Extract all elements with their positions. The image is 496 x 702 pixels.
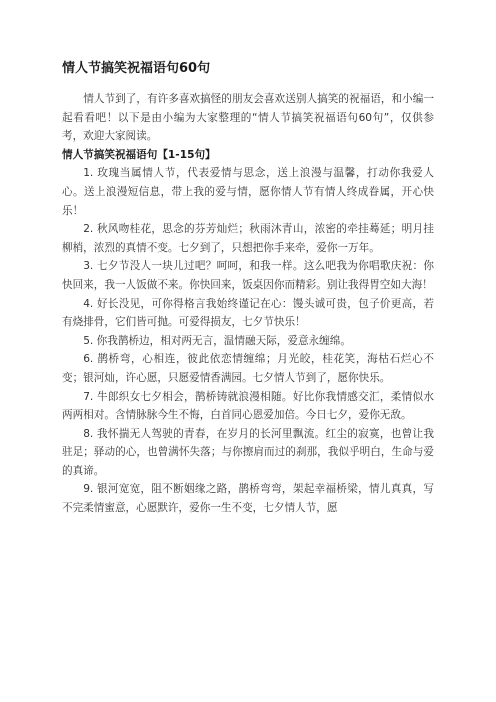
blessing-item-2: 2. 秋风吻桂花，思念的芬芳灿烂；秋雨沐青山，浓密的牵挂蓦延；明月挂柳梢，浓烈的真情不变。七夕到了，只想把你手来牵，爱你一万年。 (62, 223, 434, 254)
blessing-item-9: 9. 银河宽宽，阻不断姻缘之路，鹊桥弯弯，架起幸福桥梁，情儿真真，写不完柔情蜜意，心愿默许，爱你一生不变，七夕情人节，愿 (62, 483, 434, 515)
blessing-item-4: 4. 好长没见，可你得格言我始终谨记在心：馒头诚可贵，包子价更高，若有烧排骨，它们皆可抛。可爱得损友，七夕节快乐！ (62, 297, 434, 329)
blessing-item-6: 6. 鹊桥弯，心相连，彼此依恋情缠绵；月光皎，桂花笑，海枯石烂心不变；银河灿，许心愿，只愿爱情香满园。七夕情人节到了，愿你快乐。 (62, 353, 434, 384)
blessing-item-5: 5. 你我鹊桥边，相对两无言，温情融天际，爱意永缠绵。 (83, 334, 351, 347)
intro-paragraph: 情人节到了，有许多喜欢搞怪的朋友会喜欢送别人搞笑的祝福语，和小编一起看看吧！以下是由小编为大家整理的“情人节搞笑祝福语句60句”，仅供参考，欢迎大家阅读。 (62, 93, 434, 143)
blessing-item-3: 3. 七夕节没人一块儿过吧？呵呵，和我一样。这么吧我为你唱歌庆祝：你快回来，我一人饭做不来。你快回来，饭桌因你而精彩。别让我得胃空如大海！ (62, 260, 434, 291)
document-title: 情人节搞笑祝福语句60句 (62, 61, 211, 76)
blessing-item-8: 8. 我怀揣无人驾驶的青春，在岁月的长河里飘流。红尘的寂寞，也曾让我驻足；驿动的心，也曾满怀失落；与你擦肩而过的刹那，我似乎明白，生命与爱的真谛。 (62, 427, 434, 477)
section-heading: 情人节搞笑祝福语句【1-15句】 (62, 148, 216, 161)
document-page (62, 60, 434, 518)
blessing-item-7: 7. 牛郎织女七夕相会，鹊桥铸就浪漫相随。好比你我情感交汇，柔情似水两两相对。含情脉脉今生不悔，白首同心恩爱加倍。今日七夕，爱你无敌。 (62, 390, 434, 422)
blessing-item-1: 1. 玫瑰当属情人节，代表爱情与思念，送上浪漫与温馨，打动你我爱人心。送上浪漫短信息，带上我的爱与情，愿你情人节有情人终成眷属，开心快乐！ (62, 167, 434, 217)
